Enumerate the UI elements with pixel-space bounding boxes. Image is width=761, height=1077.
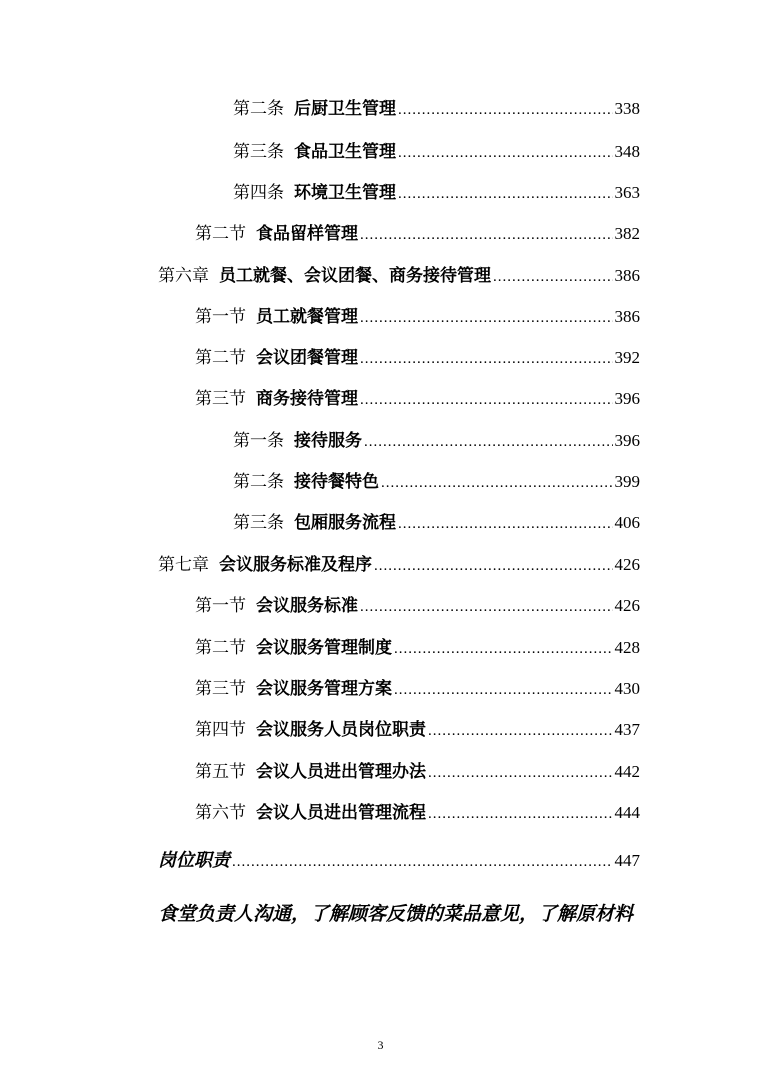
toc-entry-number: 第三节 — [195, 389, 246, 408]
toc-entry[interactable] — [233, 429, 640, 453]
dot-leader — [360, 388, 613, 412]
toc-entry-title: 会议服务管理方案 — [256, 679, 392, 699]
toc-entry-title: 会议人员进出管理办法 — [256, 762, 426, 782]
dot-leader — [360, 223, 613, 247]
toc-entry[interactable] — [195, 387, 640, 411]
toc-entry[interactable] — [195, 801, 640, 825]
toc-entry[interactable] — [233, 511, 640, 535]
toc-entry-page: 363 — [614, 183, 640, 202]
toc-entry-number: 第二条 — [233, 99, 284, 118]
toc-entry-number: 第二节 — [195, 638, 246, 657]
dot-leader — [360, 347, 613, 371]
toc-entry-number: 第一节 — [195, 307, 246, 326]
toc-entry-number: 第二节 — [195, 348, 246, 367]
toc-entry-number: 第七章 — [158, 555, 209, 574]
dot-leader — [428, 802, 613, 826]
toc-entry-title: 食品卫生管理 — [294, 142, 396, 162]
toc-entry-title: 会议服务标准及程序 — [219, 555, 372, 575]
dot-leader — [398, 512, 613, 536]
toc-entry[interactable] — [195, 305, 640, 329]
dot-leader — [428, 761, 613, 785]
toc-entry-number: 第三条 — [233, 142, 284, 161]
toc-entry[interactable] — [233, 97, 640, 121]
toc-entry-page: 437 — [614, 720, 640, 739]
toc-entry-title: 接待餐特色 — [294, 472, 379, 492]
toc-entry[interactable] — [195, 222, 640, 246]
toc-entry-title: 会议服务标准 — [256, 596, 358, 616]
toc-entry-page: 338 — [614, 99, 640, 118]
toc-entry-title: 员工就餐管理 — [256, 307, 358, 327]
toc-entry-number: 第六章 — [158, 266, 209, 285]
toc-entry-number: 第五节 — [195, 762, 246, 781]
dot-leader — [398, 98, 613, 122]
toc-entry-page: 386 — [614, 266, 640, 285]
toc-entry-title: 会议服务人员岗位职责 — [256, 720, 426, 740]
dot-leader — [381, 471, 613, 495]
toc-entry[interactable] — [158, 264, 640, 288]
dot-leader — [428, 719, 613, 743]
toc-entry-page: 444 — [614, 803, 640, 822]
toc-entry-title: 会议人员进出管理流程 — [256, 803, 426, 823]
toc-entry-title: 环境卫生管理 — [294, 183, 396, 203]
body-paragraph: 食堂负责人沟通，了解顾客反馈的菜品意见，了解原材料 — [158, 903, 634, 925]
dot-leader — [374, 554, 613, 578]
toc-entry-page: 426 — [614, 555, 640, 574]
page-number: 3 — [377, 1038, 384, 1052]
toc-entry-page: 399 — [614, 472, 640, 491]
dot-leader — [398, 141, 613, 165]
dot-leader — [398, 182, 613, 206]
toc-entry[interactable] — [195, 677, 640, 701]
toc-entry-title: 食品留样管理 — [256, 224, 358, 244]
toc-entry-number: 第四条 — [233, 183, 284, 202]
dot-leader — [360, 595, 613, 619]
toc-entry-number: 第一节 — [195, 596, 246, 615]
toc-entry-page: 382 — [614, 224, 640, 243]
toc-entry-number: 第三节 — [195, 679, 246, 698]
toc-section-entry[interactable] — [158, 848, 640, 874]
toc-entry-page: 442 — [614, 762, 640, 781]
toc-entry[interactable] — [233, 470, 640, 494]
toc-entry-number: 第一条 — [233, 431, 284, 450]
toc-entry-page: 406 — [614, 513, 640, 532]
dot-leader — [360, 306, 613, 330]
toc-entry-number: 第二条 — [233, 472, 284, 491]
toc-entry-page: 392 — [614, 348, 640, 367]
toc-entry-number: 第二节 — [195, 224, 246, 243]
toc-entry-title: 包厢服务流程 — [294, 513, 396, 533]
toc-entry[interactable] — [195, 760, 640, 784]
toc-entry-number: 第四节 — [195, 720, 246, 739]
toc-entry-page: 430 — [614, 679, 640, 698]
toc-entry[interactable] — [195, 718, 640, 742]
toc-entry-number: 第六节 — [195, 803, 246, 822]
dot-leader — [493, 265, 613, 289]
toc-entry[interactable] — [195, 636, 640, 660]
dot-leader — [232, 849, 613, 875]
toc-entry[interactable] — [233, 181, 640, 205]
toc-entry-page: 396 — [614, 389, 640, 408]
dot-leader — [394, 678, 613, 702]
toc-entry-page: 386 — [614, 307, 640, 326]
toc-entry[interactable] — [195, 346, 640, 370]
dot-leader — [364, 430, 613, 454]
toc-entry-page: 428 — [614, 638, 640, 657]
toc-entry-title: 会议团餐管理 — [256, 348, 358, 368]
toc-entry-title: 会议服务管理制度 — [256, 638, 392, 658]
toc-entry[interactable] — [233, 140, 640, 164]
toc-entry-page: 396 — [614, 431, 640, 450]
toc-section-title: 岗位职责 — [158, 850, 230, 871]
toc-entry-title: 后厨卫生管理 — [294, 99, 396, 119]
toc-entry[interactable] — [195, 594, 640, 618]
toc-entry-title: 商务接待管理 — [256, 389, 358, 409]
dot-leader — [394, 637, 613, 661]
toc-section-page: 447 — [614, 851, 640, 870]
toc-entry-title: 员工就餐、会议团餐、商务接待管理 — [219, 266, 491, 286]
toc-entry-page: 426 — [614, 596, 640, 615]
toc-entry-number: 第三条 — [233, 513, 284, 532]
toc-entry-title: 接待服务 — [294, 431, 362, 451]
toc-entry[interactable] — [158, 553, 640, 577]
toc-entry-page: 348 — [614, 142, 640, 161]
